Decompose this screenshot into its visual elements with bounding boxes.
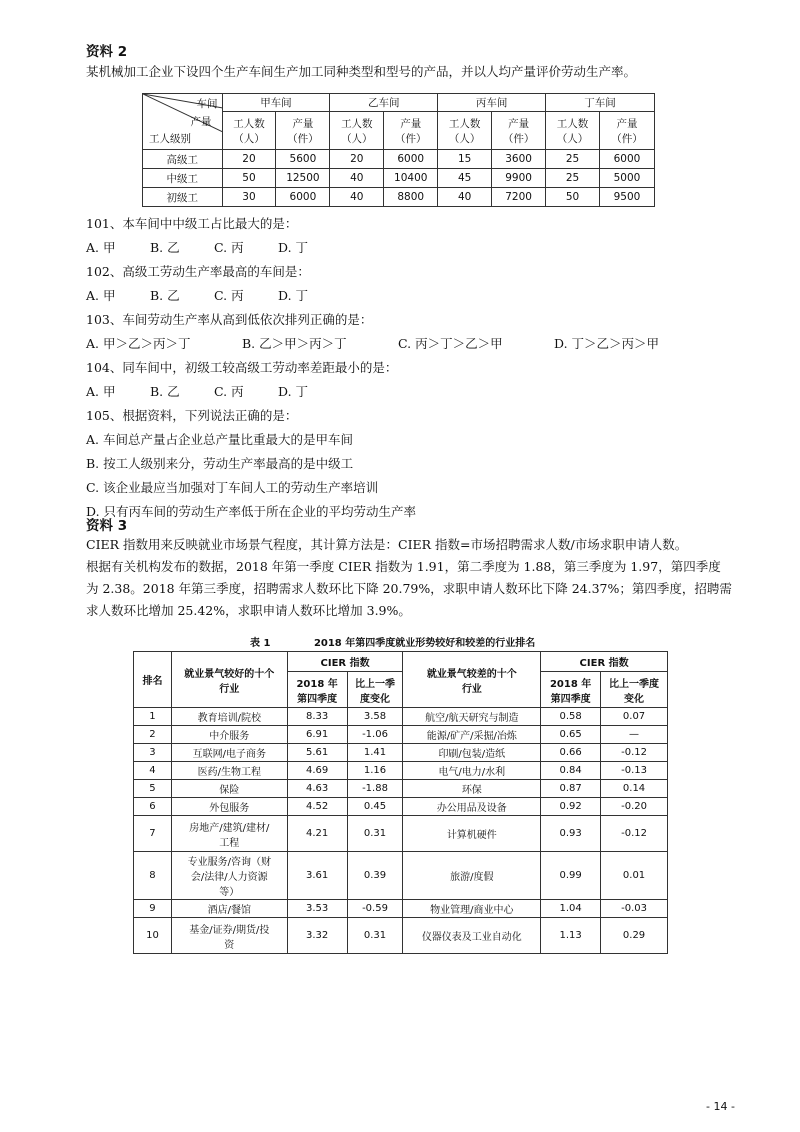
good-cier-q4: 8.33 [287, 708, 347, 726]
good-cier-change: 1.16 [347, 762, 403, 780]
subheader-output: 产量（件） [492, 112, 546, 150]
table-cell: 9900 [492, 169, 546, 188]
good-cier-change: 0.45 [347, 798, 403, 816]
table-row [134, 726, 668, 744]
good-cier-q4: 4.52 [287, 798, 347, 816]
answer-option[interactable]: A. 甲 [86, 288, 116, 303]
section3-line: CIER 指数用来反映就业市场景气程度，其计算方法是：CIER 指数=市场招聘需求人数/市场求职申请人数。 [86, 537, 688, 552]
answer-option[interactable]: B. 乙 [150, 288, 180, 303]
table-cell: 50 [222, 169, 276, 188]
section3-text [86, 534, 766, 622]
bad-cier-change: — [601, 726, 668, 744]
header-q4-bad: 2018 年第四季度 [541, 672, 601, 708]
answer-option[interactable]: B. 乙 [150, 240, 180, 255]
table-row [143, 188, 655, 207]
question-text: 103、车间劳动生产率从高到低依次排列正确的是： [86, 312, 373, 327]
table-cell: 9500 [599, 188, 654, 207]
good-cier-q4: 3.32 [287, 918, 347, 954]
good-industry: 医药/生物工程 [171, 762, 287, 780]
question-text: 102、高级工劳动生产率最高的车间是： [86, 264, 310, 279]
question-text: 105、根据资料，下列说法正确的是： [86, 408, 298, 423]
good-cier-change: -0.59 [347, 900, 403, 918]
answer-option[interactable]: C. 丙 [214, 384, 244, 399]
question-text: 101、本车间中中级工占比最大的是： [86, 216, 298, 231]
good-cier-change: 1.41 [347, 744, 403, 762]
good-industry: 房地产/建筑/建材/工程 [171, 816, 287, 852]
good-cier-q4: 4.69 [287, 762, 347, 780]
subheader-output: 产量（件） [599, 112, 654, 150]
table-row [134, 816, 668, 852]
answer-option[interactable]: D. 丁＞乙＞丙＞甲 [554, 336, 660, 351]
table-row [134, 900, 668, 918]
rank-cell: 10 [134, 918, 172, 954]
table-row [134, 798, 668, 816]
section2-intro: 某机械加工企业下设四个生产车间生产加工同种类型和型号的产品，并以人均产量评价劳动生产率。 [86, 64, 637, 79]
table-row [134, 708, 668, 726]
bad-industry: 仪器仪表及工业自动化 [403, 918, 541, 954]
table-cell: 25 [546, 169, 600, 188]
rank-cell: 4 [134, 762, 172, 780]
table-cell: 20 [222, 150, 276, 169]
answer-option[interactable]: A. 甲 [86, 240, 116, 255]
table-cell: 6000 [384, 150, 438, 169]
table-cell: 10400 [384, 169, 438, 188]
bad-industry: 办公用品及设备 [403, 798, 541, 816]
table-cell: 5600 [276, 150, 330, 169]
good-cier-change: 0.39 [347, 852, 403, 900]
rank-cell: 5 [134, 780, 172, 798]
header-workshop-c: 丙车间 [438, 94, 546, 112]
bad-cier-change: 0.01 [601, 852, 668, 900]
table-cell: 8800 [384, 188, 438, 207]
answer-option[interactable]: C. 丙＞丁＞乙＞甲 [398, 336, 503, 351]
bad-cier-q4: 0.84 [541, 762, 601, 780]
corner-label-output: 产量 [190, 116, 212, 128]
good-industry: 保险 [171, 780, 287, 798]
table-cell: 6000 [276, 188, 330, 207]
table-cell: 30 [222, 188, 276, 207]
good-industry: 专业服务/咨询（财会/法律/人力资源等） [171, 852, 287, 900]
bad-cier-change: 0.07 [601, 708, 668, 726]
bad-cier-q4: 1.04 [541, 900, 601, 918]
answer-options [86, 238, 342, 256]
answer-option[interactable]: D. 丁 [278, 240, 309, 255]
subheader-output: 产量（件） [276, 112, 330, 150]
good-industry: 基金/证券/期货/投资 [171, 918, 287, 954]
section3-heading: 资料 3 [86, 518, 128, 534]
bad-industry: 能源/矿产/采掘/冶炼 [403, 726, 541, 744]
table1-caption-label: 表 1 [250, 638, 271, 649]
section2-heading: 资料 2 [86, 44, 128, 60]
subheader-workers: 工人数（人） [438, 112, 492, 150]
good-industry: 教育培训/院校 [171, 708, 287, 726]
header-rank: 排名 [134, 652, 172, 708]
bad-industry: 计算机硬件 [403, 816, 541, 852]
answer-option[interactable]: D. 丁 [278, 288, 309, 303]
table-row [134, 744, 668, 762]
subheader-output: 产量（件） [384, 112, 438, 150]
answer-option[interactable]: D. 丁 [278, 384, 309, 399]
answer-option[interactable]: D. 只有丙车间的劳动生产率低于所在企业的平均劳动生产率 [86, 504, 417, 519]
answer-options [86, 382, 342, 400]
table-row [134, 780, 668, 798]
header-change-good: 比上一季度变化 [347, 672, 403, 708]
bad-cier-q4: 0.99 [541, 852, 601, 900]
good-industry: 外包服务 [171, 798, 287, 816]
good-cier-q4: 5.61 [287, 744, 347, 762]
table-cell: 6000 [599, 150, 654, 169]
good-cier-change: 3.58 [347, 708, 403, 726]
header-q4-good: 2018 年第四季度 [287, 672, 347, 708]
bad-industry: 物业管理/商业中心 [403, 900, 541, 918]
answer-option[interactable]: B. 乙 [150, 384, 180, 399]
header-change-bad: 比上一季度变化 [601, 672, 668, 708]
table-cell: 12500 [276, 169, 330, 188]
good-cier-change: -1.88 [347, 780, 403, 798]
header-workshop-a: 甲车间 [222, 94, 330, 112]
worker-level: 中级工 [143, 169, 223, 188]
bad-cier-q4: 0.65 [541, 726, 601, 744]
bad-cier-q4: 1.13 [541, 918, 601, 954]
table-cell: 40 [330, 169, 384, 188]
answer-option[interactable]: C. 该企业最应当加强对丁车间人工的劳动生产率培训 [86, 480, 379, 495]
corner-cell [143, 94, 223, 150]
worker-level: 初级工 [143, 188, 223, 207]
table-cell: 25 [546, 150, 600, 169]
table-cell: 7200 [492, 188, 546, 207]
answer-option[interactable]: C. 丙 [214, 240, 244, 255]
good-cier-q4: 3.53 [287, 900, 347, 918]
table-row [134, 762, 668, 780]
bad-cier-q4: 0.93 [541, 816, 601, 852]
header-cier-good: CIER 指数 [287, 652, 403, 672]
header-workshop-d: 丁车间 [546, 94, 655, 112]
question-text: 104、同车间中，初级工较高级工劳动率差距最小的是： [86, 360, 398, 375]
table-cell: 5000 [599, 169, 654, 188]
subheader-workers: 工人数（人） [330, 112, 384, 150]
bad-cier-change: -0.20 [601, 798, 668, 816]
bad-cier-q4: 0.58 [541, 708, 601, 726]
table-cell: 20 [330, 150, 384, 169]
answer-option[interactable]: A. 甲 [86, 384, 116, 399]
cier-table [133, 651, 668, 954]
rank-cell: 9 [134, 900, 172, 918]
page-number: - 14 - [706, 1100, 735, 1113]
table-cell: 40 [438, 188, 492, 207]
table-cell: 40 [330, 188, 384, 207]
answer-option[interactable]: C. 丙 [214, 288, 244, 303]
rank-cell: 1 [134, 708, 172, 726]
good-cier-change: -1.06 [347, 726, 403, 744]
good-industry: 中介服务 [171, 726, 287, 744]
table-row [134, 918, 668, 954]
table1-caption [250, 634, 535, 649]
corner-label-level: 工人级别 [149, 133, 191, 145]
rank-cell: 8 [134, 852, 172, 900]
good-industry: 互联网/电子商务 [171, 744, 287, 762]
subheader-workers: 工人数（人） [222, 112, 276, 150]
bad-cier-q4: 0.92 [541, 798, 601, 816]
table-cell: 45 [438, 169, 492, 188]
answer-option[interactable]: A. 车间总产量占企业总产量比重最大的是甲车间 [86, 432, 353, 447]
bad-industry: 印刷/包装/造纸 [403, 744, 541, 762]
bad-cier-change: -0.13 [601, 762, 668, 780]
rank-cell: 6 [134, 798, 172, 816]
rank-cell: 7 [134, 816, 172, 852]
good-industry: 酒店/餐馆 [171, 900, 287, 918]
header-good-industries: 就业景气较好的十个行业 [171, 652, 287, 708]
table-cell: 50 [546, 188, 600, 207]
bad-cier-change: 0.14 [601, 780, 668, 798]
bad-industry: 环保 [403, 780, 541, 798]
answer-option[interactable]: A. 甲＞乙＞丙＞丁 [86, 336, 191, 351]
workshop-table [142, 93, 655, 207]
answer-option[interactable]: B. 乙＞甲＞丙＞丁 [242, 336, 347, 351]
section3-line: 为 2.38。2018 年第三季度，招聘需求人数环比下降 20.79%，求职申请人数环比下降 24.37%；第四季度，招聘需 [86, 581, 732, 596]
bad-cier-q4: 0.66 [541, 744, 601, 762]
table-row [143, 150, 655, 169]
answer-options [86, 334, 710, 352]
answer-options [86, 286, 342, 304]
bad-industry: 旅游/度假 [403, 852, 541, 900]
rank-cell: 3 [134, 744, 172, 762]
good-cier-q4: 4.63 [287, 780, 347, 798]
good-cier-q4: 3.61 [287, 852, 347, 900]
bad-industry: 电气/电力/水利 [403, 762, 541, 780]
good-cier-q4: 6.91 [287, 726, 347, 744]
good-cier-q4: 4.21 [287, 816, 347, 852]
bad-industry: 航空/航天研究与制造 [403, 708, 541, 726]
answer-option[interactable]: B. 按工人级别来分，劳动生产率最高的是中级工 [86, 456, 354, 471]
header-cier-bad: CIER 指数 [541, 652, 668, 672]
rank-cell: 2 [134, 726, 172, 744]
table-row [143, 169, 655, 188]
bad-cier-change: -0.12 [601, 744, 668, 762]
table-row [134, 852, 668, 900]
good-cier-change: 0.31 [347, 918, 403, 954]
bad-cier-change: 0.29 [601, 918, 668, 954]
good-cier-change: 0.31 [347, 816, 403, 852]
bad-cier-q4: 0.87 [541, 780, 601, 798]
corner-label-workshop: 车间 [196, 98, 218, 110]
worker-level: 高级工 [143, 150, 223, 169]
table1-caption-title: 2018 年第四季度就业形势较好和较差的行业排名 [313, 638, 536, 649]
section3-line: 求人数环比增加 25.42%，求职申请人数环比增加 3.9%。 [86, 603, 411, 618]
section3-line: 根据有关机构发布的数据，2018 年第一季度 CIER 指数为 1.91，第二季度为 1.88，第三季度为 1.97，第四季度 [86, 559, 721, 574]
table-cell: 3600 [492, 150, 546, 169]
header-bad-industries: 就业景气较差的十个行业 [403, 652, 541, 708]
bad-cier-change: -0.12 [601, 816, 668, 852]
bad-cier-change: -0.03 [601, 900, 668, 918]
subheader-workers: 工人数（人） [546, 112, 600, 150]
header-workshop-b: 乙车间 [330, 94, 438, 112]
table-cell: 15 [438, 150, 492, 169]
